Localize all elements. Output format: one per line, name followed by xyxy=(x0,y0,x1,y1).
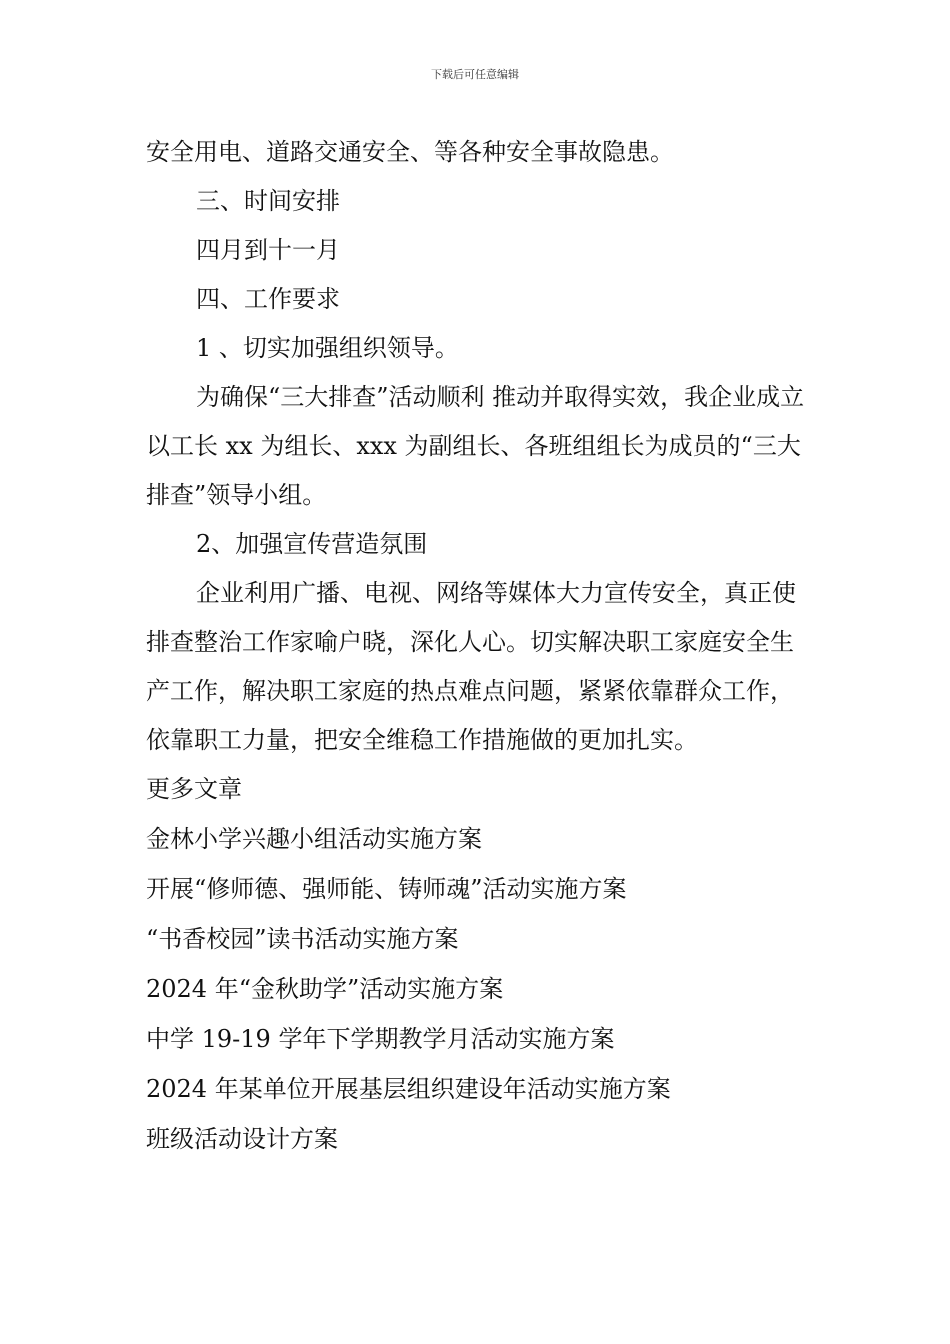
time-range-text: 四月到十一月 xyxy=(196,236,340,264)
more-articles-list xyxy=(146,814,810,1164)
paragraph-hazards: 安全用电、道路交通安全、等各种安全事故隐患。 xyxy=(146,138,674,166)
list-item xyxy=(146,1114,810,1164)
requirement-1-text: 为确保“三大排查”活动顺利 推动并取得实效，我企业成立以工长 xx 为组长、xxx 为副组长、各班组组长为成员的“三大排查”领导小组。 xyxy=(146,383,805,509)
requirement-2-text: 企业利用广播、电视、网络等媒体大力宣传安全，真正使排查整治工作家喻户晓，深化人心。切实解决职工家庭安全生产工作，解决职工家庭的热点难点问题，紧紧依靠群众工作，依靠职工力量，把安全维稳工作措施做的更加扎实。 xyxy=(146,579,796,754)
list-item xyxy=(146,814,810,864)
article-link[interactable]: 开展“修师德、强师能、铸师魂”活动实施方案 xyxy=(146,875,627,903)
page-header-note: 下载后可任意编辑 xyxy=(431,68,519,81)
more-articles-title: 更多文章 xyxy=(146,775,242,803)
requirement-2-title: 2、加强宣传营造氛围 xyxy=(196,530,428,558)
requirement-1-title: 1 、切实加强组织领导。 xyxy=(196,334,459,362)
heading-work-requirements: 四、工作要求 xyxy=(196,285,340,313)
list-item xyxy=(146,964,810,1014)
article-link[interactable]: “书香校园”读书活动实施方案 xyxy=(146,925,459,953)
list-item xyxy=(146,1064,810,1114)
article-link[interactable]: 中学 19-19 学年下学期教学月活动实施方案 xyxy=(146,1025,615,1053)
article-link[interactable]: 2024 年“金秋助学”活动实施方案 xyxy=(146,975,504,1003)
list-item xyxy=(146,914,810,964)
article-link[interactable]: 金林小学兴趣小组活动实施方案 xyxy=(146,825,482,853)
heading-time-schedule: 三、时间安排 xyxy=(196,187,340,215)
list-item xyxy=(146,864,810,914)
article-link[interactable]: 2024 年某单位开展基层组织建设年活动实施方案 xyxy=(146,1075,671,1103)
list-item xyxy=(146,1014,810,1064)
article-link[interactable]: 班级活动设计方案 xyxy=(146,1125,338,1153)
document-body xyxy=(146,128,810,1164)
